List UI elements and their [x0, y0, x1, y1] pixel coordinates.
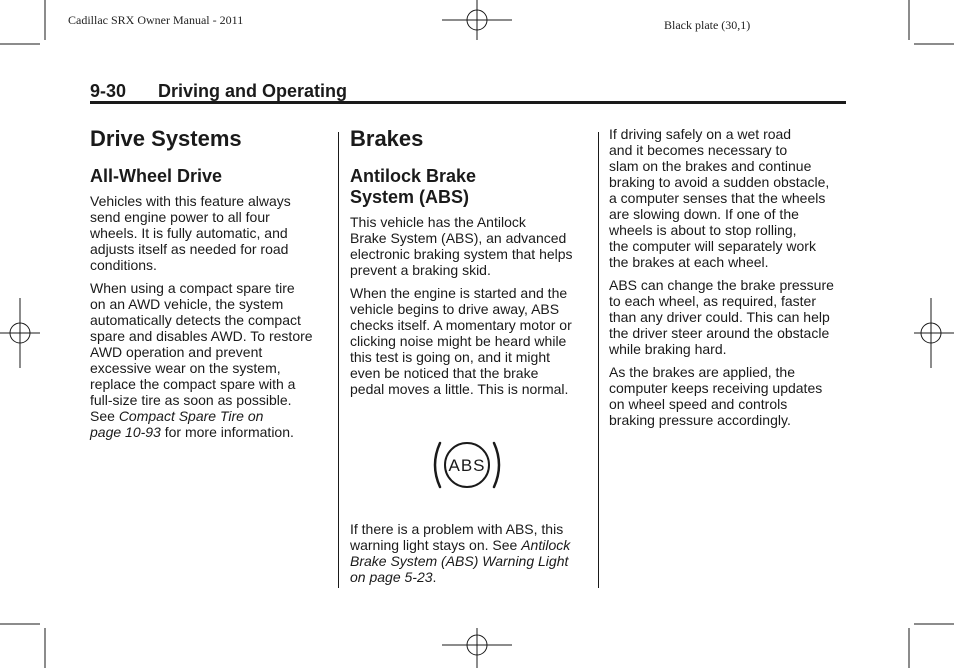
- paragraph-brake-pressure: ABS can change the brake pressure to each wheel, as required, faster than any driver could. This can help the driver steer around the obstacle while braking hard.: [609, 277, 834, 357]
- paragraph-awd-intro: Vehicles with this feature always send engine power to all four wheels. It is fully automatic, and adjusts itself as needed for road conditions.: [90, 193, 291, 273]
- link-abs-warning-light[interactable]: Antilock Brake System (ABS) Warning Light on page 5-23: [350, 537, 571, 585]
- paragraph-abs-selftest: When the engine is started and the vehicle begins to drive away, ABS checks itself. A momentary motor or clicking noise might be heard while this test is going on, and it might even be noticed that the brake pedal moves a little. This is normal.: [350, 285, 572, 397]
- page-header: [90, 80, 846, 102]
- subheading-all-wheel-drive: All-Wheel Drive: [90, 166, 223, 186]
- paragraph-wheel-speed: As the brakes are applied, the computer keeps receiving updates on wheel speed and controls braking pressure accordingly.: [609, 364, 823, 428]
- column-1: [90, 126, 330, 447]
- abs-warning-icon: [432, 437, 502, 493]
- heading-brakes: Brakes: [350, 126, 424, 151]
- column-2: [350, 126, 590, 592]
- paragraph-abs-intro: This vehicle has the Antilock Brake System (ABS), an advanced electronic braking system that helps prevent a braking skid.: [350, 214, 573, 278]
- paragraph-compact-spare: When using a compact spare tire on an AWD vehicle, the system automatically detects the compact spare and disables AWD. To restore AWD operation and prevent excessive wear on the system, replace the compact spare with a full-size tire as soon as possible. See Compact Spare Tire on page 10-93 for more information.: [90, 280, 313, 440]
- column-3: [609, 126, 849, 435]
- header-rule: [90, 101, 846, 104]
- page-number: 9-30: [90, 81, 127, 101]
- section-title: Driving and Operating: [158, 81, 348, 101]
- print-meta-right: Black plate (30,1): [664, 18, 751, 32]
- subheading-abs: Antilock Brake System (ABS): [350, 166, 477, 207]
- paragraph-abs-warning: If there is a problem with ABS, this warning light stays on. See Antilock Brake System (ABS) Warning Light on page 5-23.: [350, 521, 571, 585]
- paragraph-wet-road: If driving safely on a wet road and it becomes necessary to slam on the brakes and continue braking to avoid a sudden obstacle, a computer senses that the wheels are slowing down. If one of the wheels is about to stop rolling, the computer will separately work the brakes at each wheel.: [609, 126, 830, 270]
- heading-drive-systems: Drive Systems: [90, 126, 242, 151]
- link-compact-spare-tire[interactable]: Compact Spare Tire on page 10-93: [90, 408, 264, 440]
- print-meta-left: Cadillac SRX Owner Manual - 2011: [68, 13, 244, 27]
- column-divider-2: [598, 132, 599, 588]
- column-divider-1: [338, 132, 339, 588]
- abs-icon-label: ABS: [448, 456, 486, 475]
